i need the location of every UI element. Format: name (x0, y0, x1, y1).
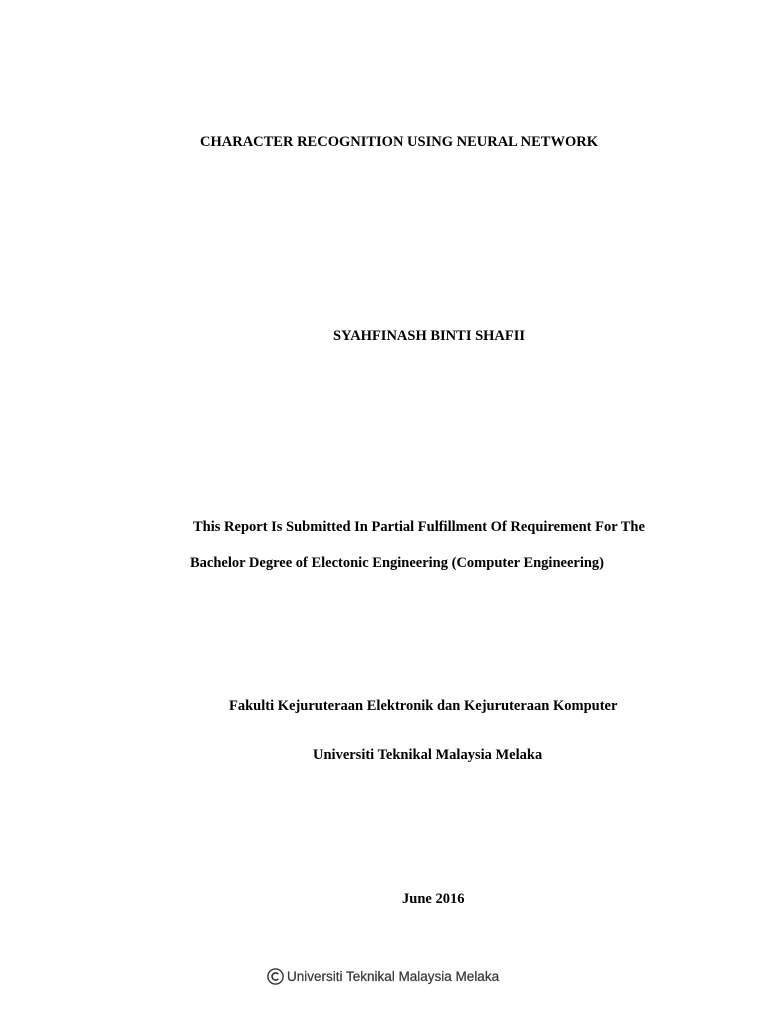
submission-statement-line-1: This Report Is Submitted In Partial Fulfillment Of Requirement For The (193, 519, 645, 535)
faculty-name: Fakulti Kejuruteraan Elektronik dan Kejuruteraan Komputer (229, 698, 618, 714)
copyright-watermark (267, 965, 499, 987)
copyright-text: Universiti Teknikal Malaysia Melaka (287, 968, 500, 984)
author-name: SYAHFINASH BINTI SHAFII (333, 328, 526, 344)
university-name: Universiti Teknikal Malaysia Melaka (313, 747, 543, 763)
submission-statement-line-2: Bachelor Degree of Electonic Engineering (Computer Engineering) (190, 555, 605, 571)
copyright-icon (267, 968, 284, 985)
submission-date: June 2016 (402, 891, 465, 907)
thesis-title: CHARACTER RECOGNITION USING NEURAL NETWORK (200, 134, 598, 150)
